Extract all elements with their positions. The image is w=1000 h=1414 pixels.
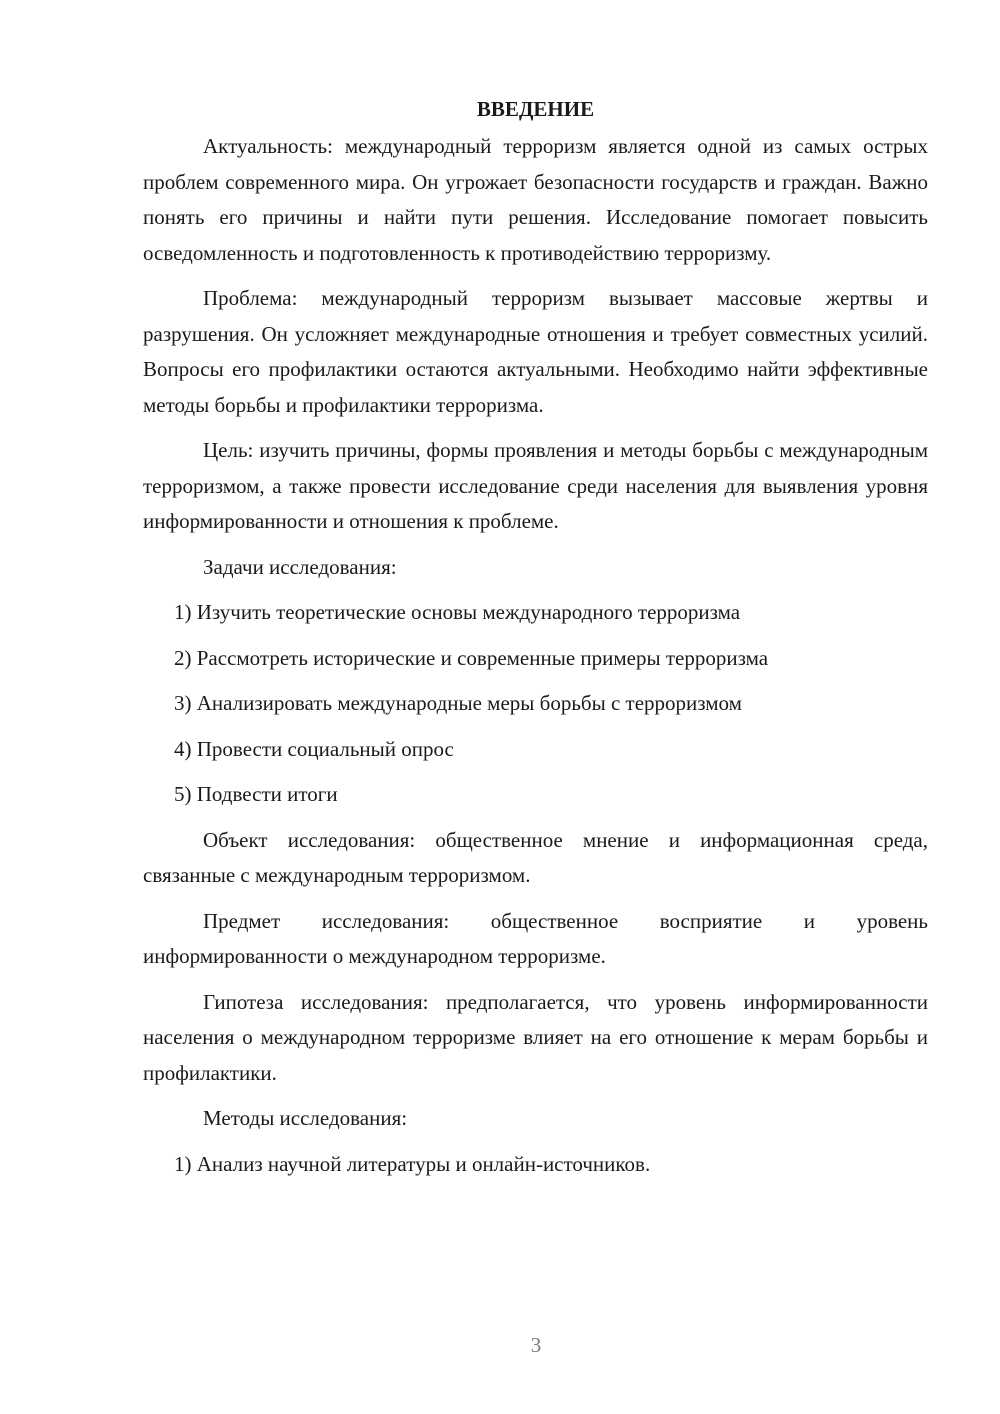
list-item: 2) Рассмотреть исторические и современные примеры терроризма <box>174 645 769 670</box>
methods-heading: Методы исследования: <box>203 1106 408 1130</box>
paragraph-relevance: Актуальность: международный терроризм является одной из самых острых проблем современного мира. Он угрожает безопасности государств и граждан. Важно понять его причины и найти пути решения. Исследование помогает повысить осведомленность и подготовленность к противодействию терроризму. <box>143 134 928 265</box>
list-item: 3) Анализировать международные меры борьбы с терроризмом <box>174 691 742 715</box>
paragraph-goal: Цель: изучить причины, формы проявления и методы борьбы с международным терроризмом, а также провести исследование среди населения для выявления уровня информированности и отношения к проблеме. <box>143 438 928 533</box>
list-item: 5) Подвести итоги <box>174 782 338 806</box>
document-title: ВВЕДЕНИЕ <box>476 97 595 121</box>
paragraph-object: Объект исследования: общественное мнение и информационная среда, связанные с международным терроризмом. <box>143 827 928 887</box>
paragraph-problem: Проблема: международный терроризм вызывает массовые жертвы и разрушения. Он усложняет международные отношения и требует совместных усилий. Вопросы его профилактики остаются актуальными. Необходимо найти эффективные методы борьбы и профилактики терроризма. <box>143 286 928 417</box>
paragraph-hypothesis: Гипотеза исследования: предполагается, что уровень информированности населения о международном терроризме влияет на его отношение к мерам борьбы и профилактики. <box>143 989 928 1085</box>
tasks-list <box>143 595 928 813</box>
paragraph-subject: Предмет исследования: общественное восприятие и уровень информированности о международном терроризме. <box>143 908 928 968</box>
document-page <box>143 92 928 1192</box>
page-number: 3 <box>530 1333 542 1357</box>
list-item: 1) Изучить теоретические основы международного терроризма <box>174 600 741 624</box>
methods-list <box>143 1147 928 1183</box>
list-item: 1) Анализ научной литературы и онлайн-источников. <box>174 1151 651 1176</box>
tasks-heading: Задачи исследования: <box>203 554 397 579</box>
list-item: 4) Провести социальный опрос <box>174 736 454 761</box>
